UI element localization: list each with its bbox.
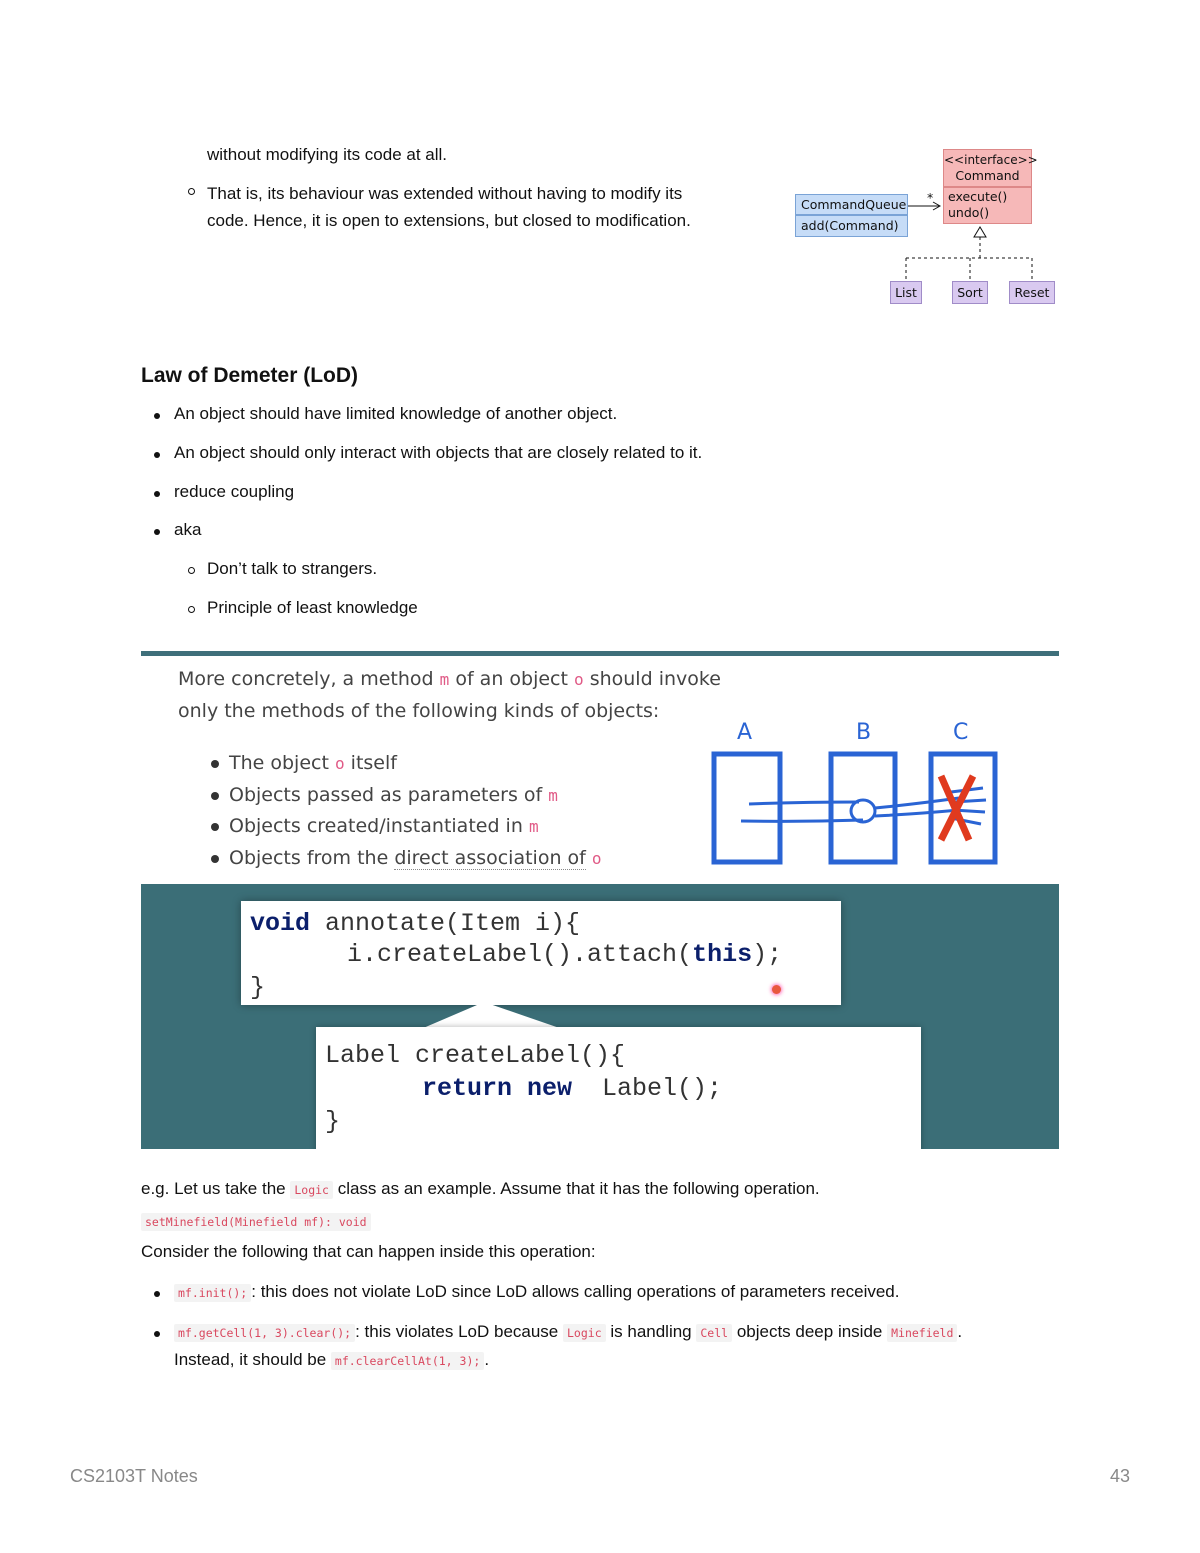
bullet-marker bbox=[154, 1291, 160, 1297]
page-number: 43 bbox=[1109, 1466, 1130, 1486]
slide-intro-line2: only the methods of the following kinds of objects: bbox=[178, 700, 660, 722]
slide-item: The object o itself bbox=[229, 752, 397, 774]
code-line: Label createLabel(){ bbox=[325, 1041, 626, 1070]
sub-bullet-text: Don’t talk to strangers. bbox=[207, 559, 378, 578]
code-line: void annotate(Item i){ bbox=[250, 909, 581, 938]
class-list: List bbox=[890, 281, 922, 304]
slide-item: Objects from the direct association of o bbox=[229, 847, 602, 869]
inline-code: mf.init(); bbox=[174, 1284, 251, 1302]
bullet-text: An object should only interact with objects that are closely related to it. bbox=[174, 443, 703, 462]
bullet-text: An object should have limited knowledge of another object. bbox=[174, 404, 618, 423]
lod-slide bbox=[141, 651, 1059, 889]
example-paragraph: e.g. Let us take the Logic class as an example. Assume that it has the following operation. bbox=[141, 1179, 820, 1198]
label-c: C bbox=[953, 720, 969, 745]
code-line: } bbox=[325, 1107, 341, 1136]
slide-bullet bbox=[211, 823, 219, 831]
code-line: } bbox=[250, 973, 266, 1002]
code-line: return new Label(); bbox=[422, 1074, 723, 1103]
multiplicity-label: * bbox=[927, 190, 934, 205]
commandqueue-name: CommandQueue bbox=[795, 194, 908, 215]
slide-bullet bbox=[211, 792, 219, 800]
code-box-annotate bbox=[241, 901, 841, 1005]
sub-bullet-marker bbox=[188, 606, 195, 613]
slide-item: Objects passed as parameters of m bbox=[229, 784, 558, 806]
inline-code: Logic bbox=[290, 1181, 333, 1199]
text-line: without modifying its code at all. bbox=[207, 145, 448, 164]
label-a: A bbox=[737, 720, 753, 745]
example-paragraph: Consider the following that can happen inside this operation: bbox=[141, 1242, 596, 1261]
interface-stereotype: <<interface>> bbox=[944, 153, 1038, 167]
commandqueue-method: add(Command) bbox=[795, 215, 908, 237]
bullet-text: mf.getCell(1, 3).clear(); : this violates LoD because Logic is handling Cell objects deep inside Minefield . bbox=[174, 1322, 962, 1342]
section-heading: Law of Demeter (LoD) bbox=[141, 364, 359, 387]
inline-code: mf.getCell(1, 3).clear(); bbox=[174, 1324, 355, 1342]
bullet-text-continuation: Instead, it should be mf.clearCellAt(1, 3); . bbox=[174, 1350, 490, 1369]
slide-intro-line1: More concretely, a method m of an object o should invoke bbox=[178, 668, 721, 690]
slide-item: Objects created/instantiated in m bbox=[229, 815, 539, 837]
sub-bullet-text: Principle of least knowledge bbox=[207, 598, 418, 617]
code-box-createlabel bbox=[316, 1027, 921, 1149]
slide-bullet bbox=[211, 855, 219, 863]
bullet-text: aka bbox=[174, 520, 202, 539]
bullet-marker bbox=[154, 452, 160, 458]
bullet-marker bbox=[154, 1331, 160, 1337]
object-chain-drawing bbox=[701, 744, 1001, 869]
sub-bullet-marker bbox=[188, 567, 195, 574]
interface-methods bbox=[943, 187, 1032, 224]
slide-bullet bbox=[211, 760, 219, 768]
bullet-text: mf.init(); : this does not violate LoD since LoD allows calling operations of parameters received. bbox=[174, 1282, 899, 1302]
code-line: i.createLabel().attach(this); bbox=[347, 940, 783, 969]
cursor-dot bbox=[772, 985, 781, 994]
interface-name: Command bbox=[955, 168, 1020, 183]
label-b: B bbox=[856, 720, 872, 745]
class-sort: Sort bbox=[952, 281, 988, 304]
uml-diagram bbox=[790, 145, 1065, 310]
code-screenshot bbox=[141, 884, 1059, 1149]
footer-title: CS2103T Notes bbox=[70, 1466, 198, 1486]
method-undo: undo() bbox=[948, 205, 990, 220]
bullet-marker bbox=[154, 491, 160, 497]
interface-header bbox=[943, 149, 1038, 187]
bullet-text: reduce coupling bbox=[174, 482, 295, 501]
sub-bullet-marker bbox=[188, 188, 195, 195]
text-line: That is, its behaviour was extended without having to modify its bbox=[207, 184, 683, 203]
text-line: code. Hence, it is open to extensions, but closed to modification. bbox=[207, 211, 691, 230]
class-reset: Reset bbox=[1009, 281, 1055, 304]
bullet-marker bbox=[154, 413, 160, 419]
bullet-marker bbox=[154, 529, 160, 535]
method-execute: execute() bbox=[948, 189, 1008, 204]
operation-signature: setMinefield(Minefield mf): void bbox=[141, 1211, 371, 1231]
